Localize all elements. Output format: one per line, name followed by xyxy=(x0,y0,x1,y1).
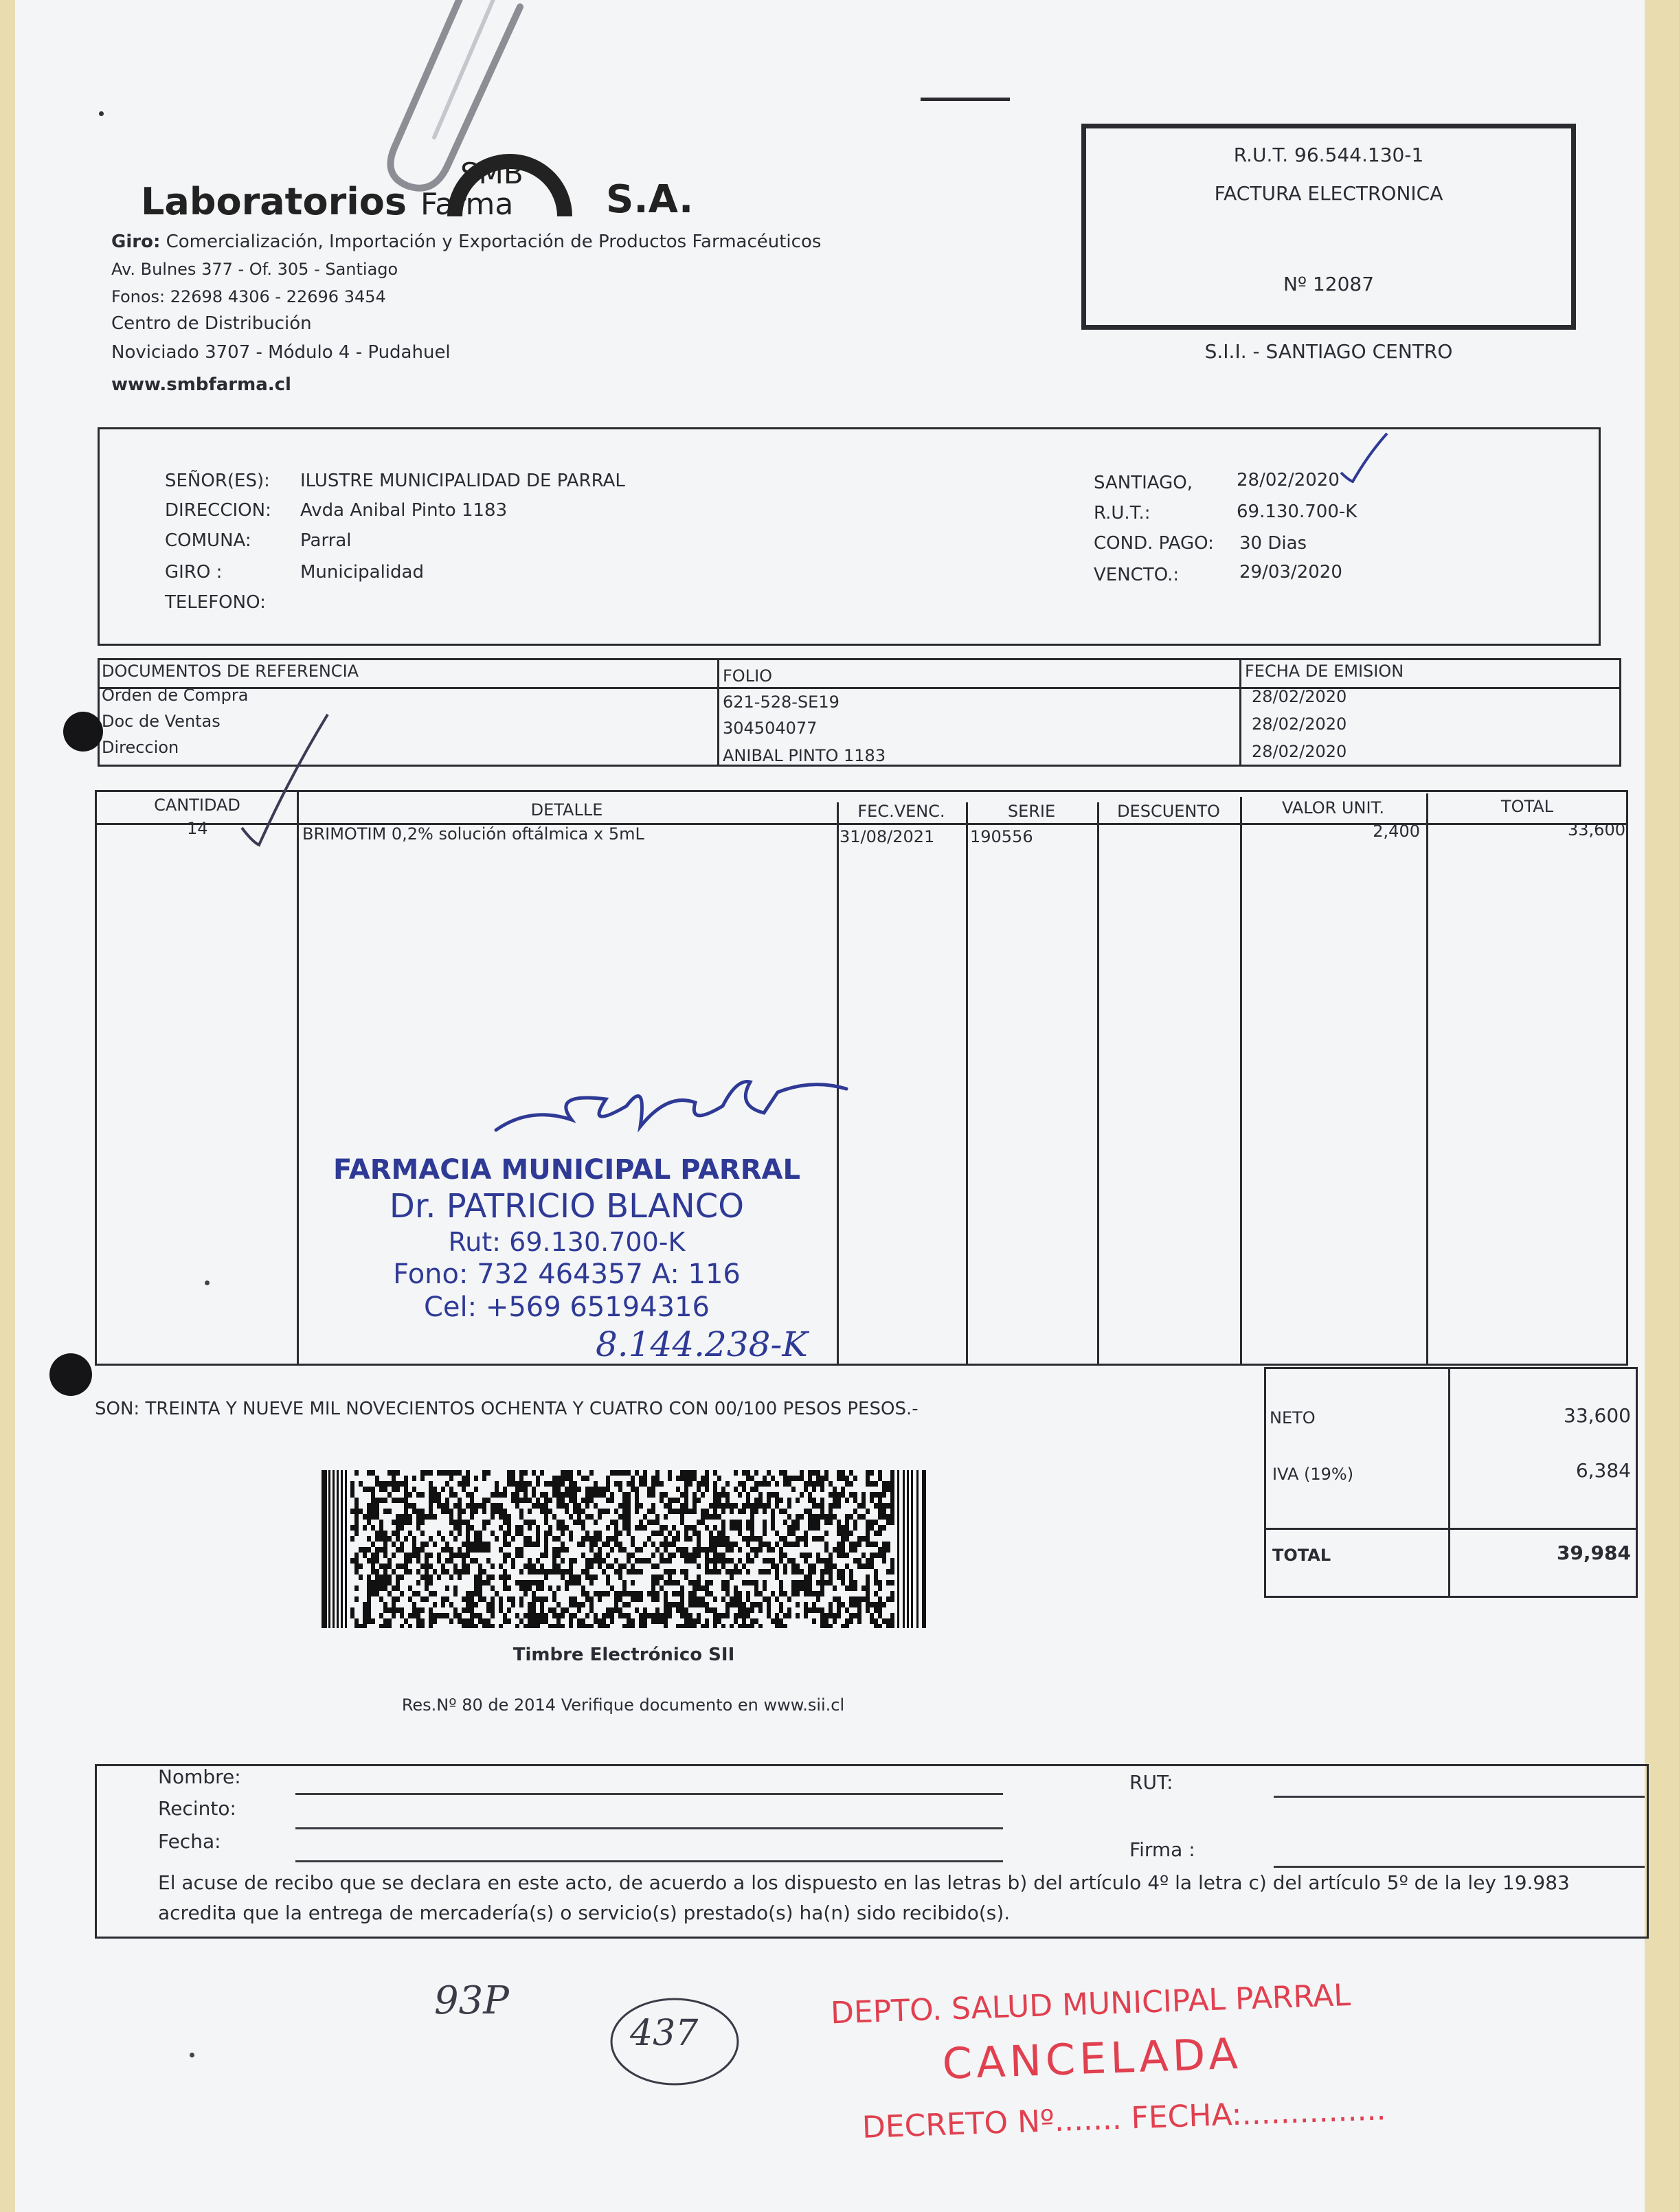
sii-office: S.I.I. - SANTIAGO CENTRO xyxy=(1204,340,1453,363)
issuer-name: Laboratorios xyxy=(141,180,407,223)
items-col-line xyxy=(1426,793,1428,1366)
iva-label: IVA (19%) xyxy=(1272,1465,1354,1484)
items-header-fecvenc: FEC.VENC. xyxy=(857,802,945,821)
stamp-pharmacy-name: FARMACIA MUNICIPAL PARRAL xyxy=(333,1154,800,1186)
receipt-rut-label: RUT: xyxy=(1129,1771,1173,1794)
distribution-address: Noviciado 3707 - Módulo 4 - Pudahuel xyxy=(111,342,451,363)
handwritten-rut: 8.144.238-K xyxy=(596,1324,808,1364)
item-cantidad: 14 xyxy=(187,819,208,838)
neto-value: 33,600 xyxy=(1564,1404,1631,1427)
pen-mark xyxy=(921,98,1010,101)
receipt-recinto-label: Recinto: xyxy=(158,1797,236,1820)
receipt-fecha-label: Fecha: xyxy=(158,1830,221,1853)
senores-label: SEÑOR(ES): xyxy=(165,471,270,491)
items-col-line xyxy=(966,802,968,1366)
items-header-total: TOTAL xyxy=(1500,797,1554,816)
red-stamp-dept: DEPTO. SALUD MUNICIPAL PARRAL xyxy=(830,1978,1351,2031)
nombre-line[interactable] xyxy=(295,1793,1003,1795)
direccion-label: DIRECCION: xyxy=(165,500,271,521)
issuer-rut: R.U.T. 96.544.130-1 xyxy=(1233,144,1424,166)
fecha-line[interactable] xyxy=(295,1860,1003,1862)
ref-row-doc: Doc de Ventas xyxy=(102,712,221,731)
comuna-value: Parral xyxy=(300,530,352,551)
rut-line[interactable] xyxy=(1274,1796,1645,1798)
invoice-number: Nº 12087 xyxy=(1283,273,1375,295)
invoice-id-box xyxy=(1081,124,1576,330)
issuer-website: www.smbfarma.cl xyxy=(111,374,291,395)
ref-row-doc: Orden de Compra xyxy=(102,686,249,705)
comuna-label: COMUNA: xyxy=(165,530,251,551)
ref-row-doc: Direccion xyxy=(102,738,179,757)
direccion-value: Avda Anibal Pinto 1183 xyxy=(300,500,508,521)
vencto-label: VENCTO.: xyxy=(1094,565,1180,585)
ref-row-fecha: 28/02/2020 xyxy=(1252,742,1347,761)
issuer-sa: S.A. xyxy=(606,177,694,222)
stamp-doctor-name: Dr. PATRICIO BLANCO xyxy=(389,1187,745,1226)
receipt-text-line2: acredita que la entrega de mercadería(s) o servicio(s) prestado(s) ha(n) sido recibido(s). xyxy=(158,1901,1011,1924)
firma-line[interactable] xyxy=(1274,1866,1645,1868)
item-detalle: BRIMOTIM 0,2% solución oftálmica x 5mL xyxy=(302,824,644,844)
punch-hole xyxy=(49,1353,92,1396)
ref-row-fecha: 28/02/2020 xyxy=(1252,687,1347,706)
item-fecvenc: 31/08/2021 xyxy=(839,827,935,846)
totals-col-line xyxy=(1448,1367,1450,1598)
handwritten-circled-number: 437 xyxy=(630,2013,699,2054)
customer-rut-value: 69.130.700-K xyxy=(1237,501,1357,522)
totals-row-line xyxy=(1264,1528,1638,1530)
red-stamp-status: CANCELADA xyxy=(941,2028,1243,2089)
items-col-line xyxy=(1097,802,1099,1366)
telefono-label: TELEFONO: xyxy=(165,592,266,613)
receipt-firma-label: Firma : xyxy=(1129,1838,1195,1861)
items-header-cantidad: CANTIDAD xyxy=(154,795,240,815)
total-label: TOTAL xyxy=(1272,1546,1331,1565)
item-serie: 190556 xyxy=(970,827,1033,846)
ref-row-folio: ANIBAL PINTO 1183 xyxy=(723,746,886,765)
logo-smb: SMB xyxy=(460,157,523,190)
issuer-giro: Giro: Comercialización, Importación y Exportación de Productos Farmacéuticos xyxy=(111,232,822,252)
iva-value: 6,384 xyxy=(1575,1459,1631,1482)
distribution-label: Centro de Distribución xyxy=(111,313,312,334)
senores-value: ILUSTRE MUNICIPALIDAD DE PARRAL xyxy=(300,471,625,491)
timbre-resolution: Res.Nº 80 de 2014 Verifique documento en www.sii.cl xyxy=(401,1695,845,1715)
checkmark-icon xyxy=(1338,430,1393,485)
customer-rut-label: R.U.T.: xyxy=(1094,503,1151,523)
ref-header-folio: FOLIO xyxy=(723,666,773,686)
cond-pago-label: COND. PAGO: xyxy=(1094,533,1214,554)
invoice-date: 28/02/2020 xyxy=(1237,470,1340,490)
punch-hole xyxy=(63,712,103,752)
stamp-rut: Rut: 69.130.700-K xyxy=(448,1227,686,1257)
total-value: 39,984 xyxy=(1556,1542,1631,1564)
logo-farma: Farma xyxy=(420,187,514,222)
ref-row-fecha: 28/02/2020 xyxy=(1252,714,1347,734)
speck xyxy=(99,111,104,116)
recinto-line[interactable] xyxy=(295,1827,1003,1829)
handwritten-checkmark-icon xyxy=(228,708,338,852)
amount-in-words: SON: TREINTA Y NUEVE MIL NOVECIENTOS OCHENTA Y CUATRO CON 00/100 PESOS PESOS.- xyxy=(95,1399,919,1419)
timbre-label: Timbre Electrónico SII xyxy=(512,1645,735,1665)
stamp-phone: Fono: 732 464357 A: 116 xyxy=(393,1259,741,1290)
ref-col-line xyxy=(717,658,719,767)
giro-label: GIRO : xyxy=(165,562,223,583)
giro-value: Municipalidad xyxy=(300,562,424,583)
receipt-text-line1: El acuse de recibo que se declara en este acto, de acuerdo a los dispuesto en las letras b) del artículo 4º la letra c) del artículo 5º de la ley 19.983 xyxy=(158,1871,1570,1894)
ref-row-folio: 621-528-SE19 xyxy=(723,692,839,712)
receipt-nombre-label: Nombre: xyxy=(158,1765,241,1788)
signature-icon xyxy=(489,1065,874,1140)
issuer-address: Av. Bulnes 377 - Of. 305 - Santiago xyxy=(111,260,398,279)
invoice-page xyxy=(15,0,1645,2212)
ref-header-doc: DOCUMENTOS DE REFERENCIA xyxy=(102,662,359,681)
items-header-detalle: DETALLE xyxy=(530,800,603,820)
speck xyxy=(205,1280,210,1285)
item-total: 33,600 xyxy=(1568,820,1625,839)
item-valorunit: 2,400 xyxy=(1373,822,1420,841)
cond-pago-value: 30 Dias xyxy=(1239,533,1307,554)
city-label: SANTIAGO, xyxy=(1094,473,1193,493)
items-header-serie: SERIE xyxy=(1007,802,1056,821)
ref-header-fecha: FECHA DE EMISION xyxy=(1245,662,1404,681)
speck xyxy=(190,2053,194,2057)
items-header-valorunit: VALOR UNIT. xyxy=(1281,798,1385,817)
issuer-phones: Fonos: 22698 4306 - 22696 3454 xyxy=(111,287,386,306)
red-paid-stamp xyxy=(830,1961,1441,2168)
handwritten-note: 93P xyxy=(434,1978,509,2023)
neto-label: NETO xyxy=(1270,1408,1316,1427)
ref-row-folio: 304504077 xyxy=(723,719,818,738)
vencto-value: 29/03/2020 xyxy=(1239,562,1342,583)
ref-col-line xyxy=(1239,658,1241,767)
pdf417-barcode xyxy=(322,1470,926,1628)
stamp-cel: Cel: +569 65194316 xyxy=(423,1291,710,1323)
items-header-descuento: DESCUENTO xyxy=(1117,802,1220,821)
red-stamp-decreto: DECRETO Nº....... FECHA:............... xyxy=(861,2092,1387,2145)
items-col-line xyxy=(1240,797,1242,1366)
doc-type: FACTURA ELECTRONICA xyxy=(1214,182,1443,205)
ref-header-line xyxy=(98,687,1621,689)
